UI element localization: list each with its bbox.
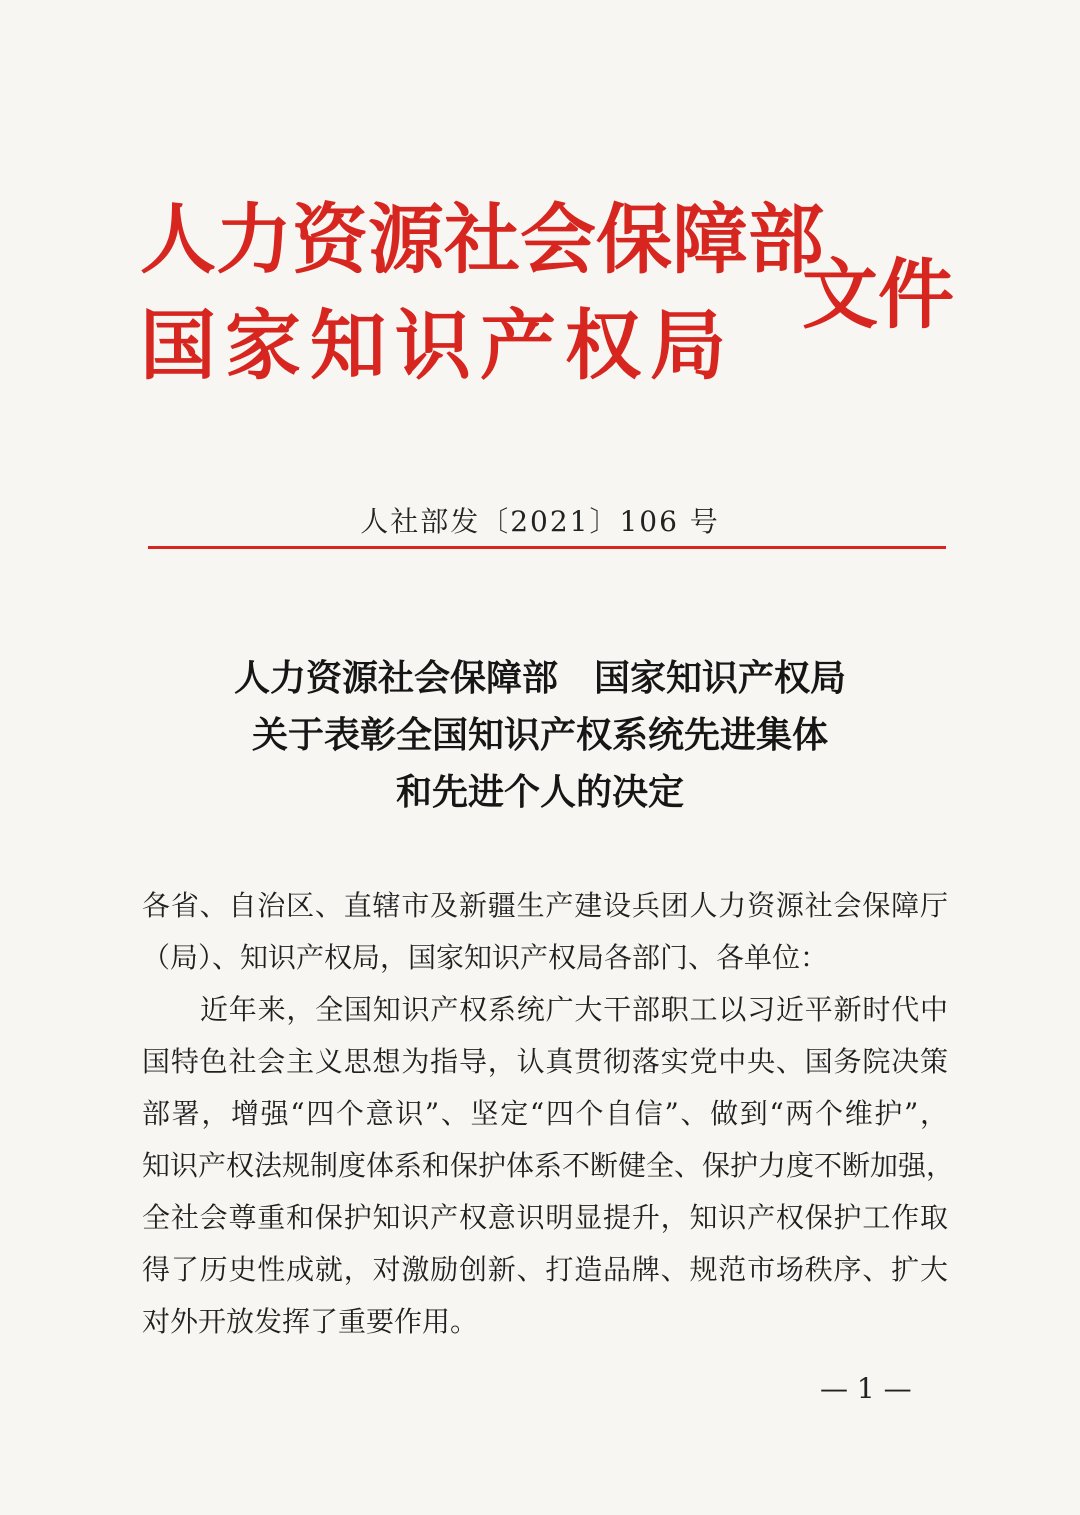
document-number: 人社部发〔2021〕106 号 [360, 505, 720, 538]
document-title [0, 650, 1080, 821]
recipients-line-1: 各省、自治区、直辖市及新疆生产建设兵团人力资源社会保障厅 [142, 889, 948, 922]
title-line-2: 关于表彰全国知识产权系统先进集体 [251, 715, 828, 756]
page-number: — 1 — [820, 1372, 912, 1405]
recipients-line-2: （局）、知识产权局，国家知识产权局各部门、各单位： [142, 941, 829, 974]
issuer-name-2: 国家知识产权局 [140, 301, 735, 390]
document-masthead [140, 192, 960, 402]
paragraph-line: 国特色社会主义思想为指导，认真贯彻落实党中央、国务院决策 [142, 1045, 948, 1078]
paragraph-line: 知识产权法规制度体系和保护体系不断健全、保护力度不断加强， [142, 1149, 955, 1182]
red-divider [148, 546, 946, 549]
paragraph-line: 得了历史性成就，对激励创新、打造品牌、规范市场秩序、扩大 [142, 1253, 948, 1286]
title-line-3: 和先进个人的决定 [395, 772, 684, 813]
paragraph-line: 对外开放发挥了重要作用。 [142, 1305, 479, 1338]
paragraph-line: 近年来，全国知识产权系统广大干部职工以习近平新时代中 [200, 993, 948, 1026]
document-word: 文件 [802, 250, 954, 339]
title-line-1: 人力资源社会保障部 国家知识产权局 [233, 658, 846, 699]
paragraph-line: 全社会尊重和保护知识产权意识明显提升，知识产权保护工作取 [142, 1201, 948, 1234]
issuer-name-1: 人力资源社会保障部 [140, 195, 824, 284]
paragraph-line: 部署，增强“四个意识”、坚定“四个自信”、做到“两个维护”， [142, 1097, 948, 1130]
document-body [142, 880, 955, 1348]
